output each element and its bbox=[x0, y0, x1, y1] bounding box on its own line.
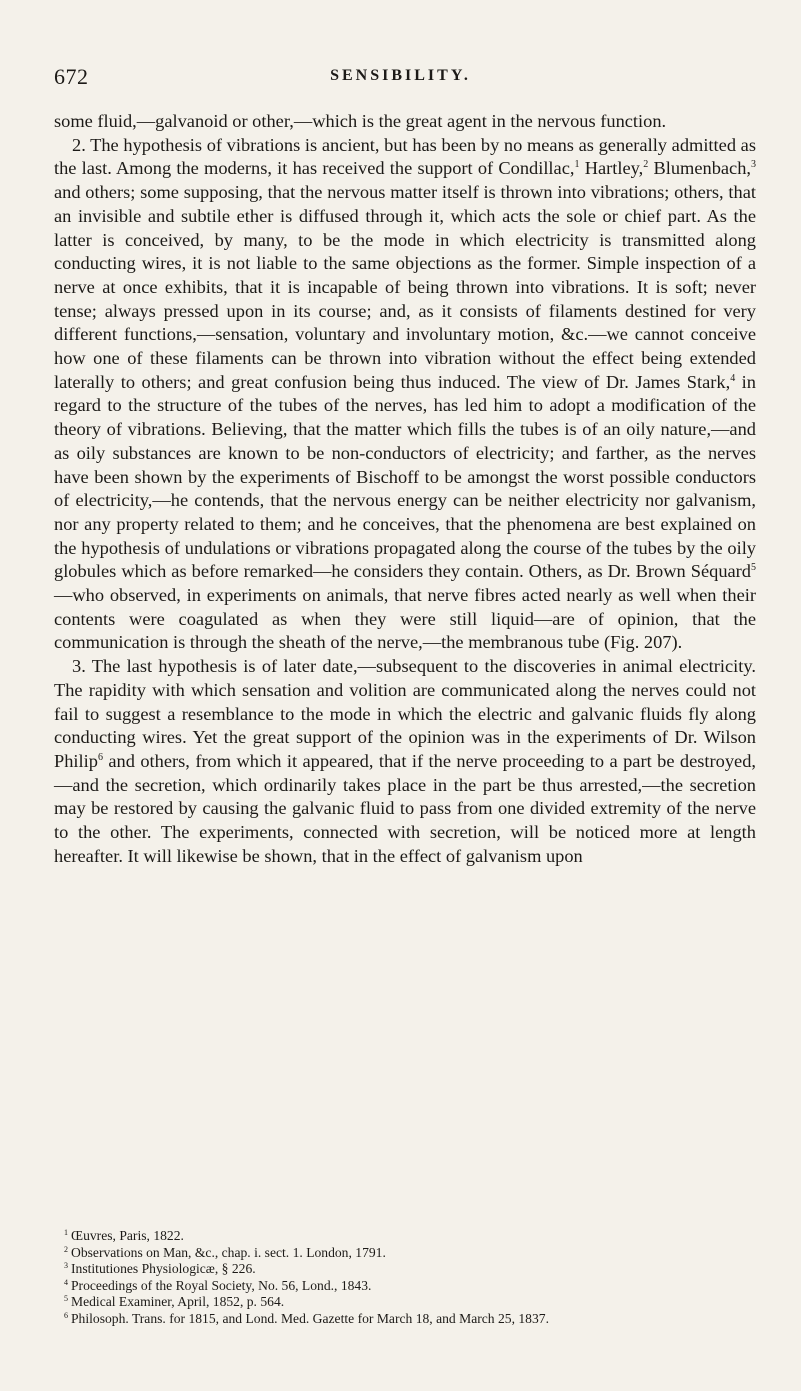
text-run: —who observed, in experiments on animals, that nerve fibres acted nearly as well when their contents were coagulated as when they were still liquid—are of opinion, that the communication is through the sheath of the nerve,—the membranous tube (Fig. 207). bbox=[54, 585, 756, 653]
footnote-2 bbox=[54, 1245, 756, 1262]
footnote-text: Philosoph. Trans. for 1815, and Lond. Med. Gazette for March 18, and March 25, 1837. bbox=[71, 1310, 549, 1326]
page-number: 672 bbox=[54, 64, 89, 89]
footnote-ref: 5 bbox=[751, 562, 756, 574]
footnote-ref: 3 bbox=[751, 159, 757, 171]
footnote-mark: 3 bbox=[64, 1261, 68, 1271]
footnote-text: Medical Examiner, April, 1852, p. 564. bbox=[71, 1294, 285, 1310]
text-run: Blumenbach, bbox=[648, 158, 752, 179]
footnote-text: Observations on Man, &c., chap. i. sect. 1. London, 1791. bbox=[71, 1244, 386, 1260]
footnotes bbox=[54, 1228, 756, 1328]
text-run: 2. The hypothesis of vibrations is ancient, but has been by no means as generally admitted as the last. Among the moderns, it has received the support of Condillac, bbox=[54, 134, 756, 179]
footnote-5 bbox=[54, 1294, 756, 1311]
footnote-mark: 6 bbox=[64, 1310, 68, 1320]
footnote-ref: 2 bbox=[643, 159, 649, 171]
footnote-text: Proceedings of the Royal Society, No. 56, Lond., 1843. bbox=[71, 1277, 372, 1293]
footnote-mark: 2 bbox=[64, 1244, 68, 1254]
footnote-ref: 6 bbox=[97, 751, 103, 763]
footnote-ref: 4 bbox=[730, 372, 736, 384]
footnote-4 bbox=[54, 1278, 756, 1295]
text-run: in regard to the structure of the tubes of the nerves, has led him to adopt a modification of the theory of vibrations. Believing, that the matter which fills the tubes is of an oily nature,—and as oily substances are known to be non-conductors of electricity; and farther, as the nerves have been shown by the experiments of Bischoff to be amongst the worst possible conductors of electricity,—he contends, that the nervous energy can be neither electricity nor galvanism, nor any property related to them; and he conceives, that the phenomena are best explained on the hypothesis of undulations or vibrations propagated along the course of the tubes by the oily globules which as before remarked—he considers they contain. Others, as Dr. Brown Séquard bbox=[54, 371, 756, 582]
body-text bbox=[54, 110, 756, 869]
text-run: some fluid,—galvanoid or other,—which is the great agent in the nervous function. bbox=[54, 111, 667, 131]
paragraph-3 bbox=[54, 655, 756, 868]
paragraph-1 bbox=[54, 110, 756, 134]
footnote-3 bbox=[54, 1261, 756, 1278]
footnote-6 bbox=[54, 1311, 756, 1328]
footnote-mark: 1 bbox=[64, 1228, 68, 1237]
footnote-mark: 4 bbox=[64, 1277, 68, 1287]
text-run: 3. The last hypothesis is of later date,—subsequent to the discoveries in animal electricity. The rapidity with which sensation and volition are communicated along the nerves could not fail to suggest a resemblance to the mode in which the electric and galvanic fluids fly along conducting wires. Yet the great support of the opinion was in the experiments of Dr. Wilson Philip bbox=[54, 656, 756, 771]
footnote-mark: 5 bbox=[64, 1294, 68, 1304]
running-head: SENSIBILITY. bbox=[330, 67, 471, 84]
text-run: Hartley, bbox=[579, 158, 644, 179]
footnote-ref: 1 bbox=[574, 159, 580, 171]
footnote-text: Œuvres, Paris, 1822. bbox=[71, 1228, 184, 1243]
text-run: and others, from which it appeared, that if the nerve proceeding to a part be destroyed,—and the secretion, which ordinarily takes place in the part be thus arrested,—the secretion may be restored by causing the galvanic fluid to pass from one divided extremity of the nerve to the other. The experiments, connected with secretion, will be noticed more at length hereafter. It will likewise be shown, that in the effect of galvanism upon bbox=[54, 750, 756, 866]
footnote-text: Institutiones Physiologicæ, § 226. bbox=[71, 1261, 256, 1277]
text-run: and others; some supposing, that the nervous matter itself is thrown into vibrations; others, that an invisible and subtile ether is diffused through it, which acts the sole or chief part. As the latter is conceived, by many, to be the mode in which electricity is transmitted along conducting wires, it is not liable to the same objections as the former. Simple inspection of a nerve at once exhibits, that it is incapable of being thrown into vibrations. It is soft; never tense; always pressed upon in its course; and, as it consists of filaments destined for very different functions,—sensation, voluntary and involuntary motion, &c.—we cannot conceive how one of these filaments can be thrown into vibration without the effect being extended laterally to others; and great confusion being thus induced. The view of Dr. James Stark, bbox=[54, 182, 756, 392]
footnote-1 bbox=[54, 1228, 756, 1245]
paragraph-2 bbox=[54, 134, 756, 655]
